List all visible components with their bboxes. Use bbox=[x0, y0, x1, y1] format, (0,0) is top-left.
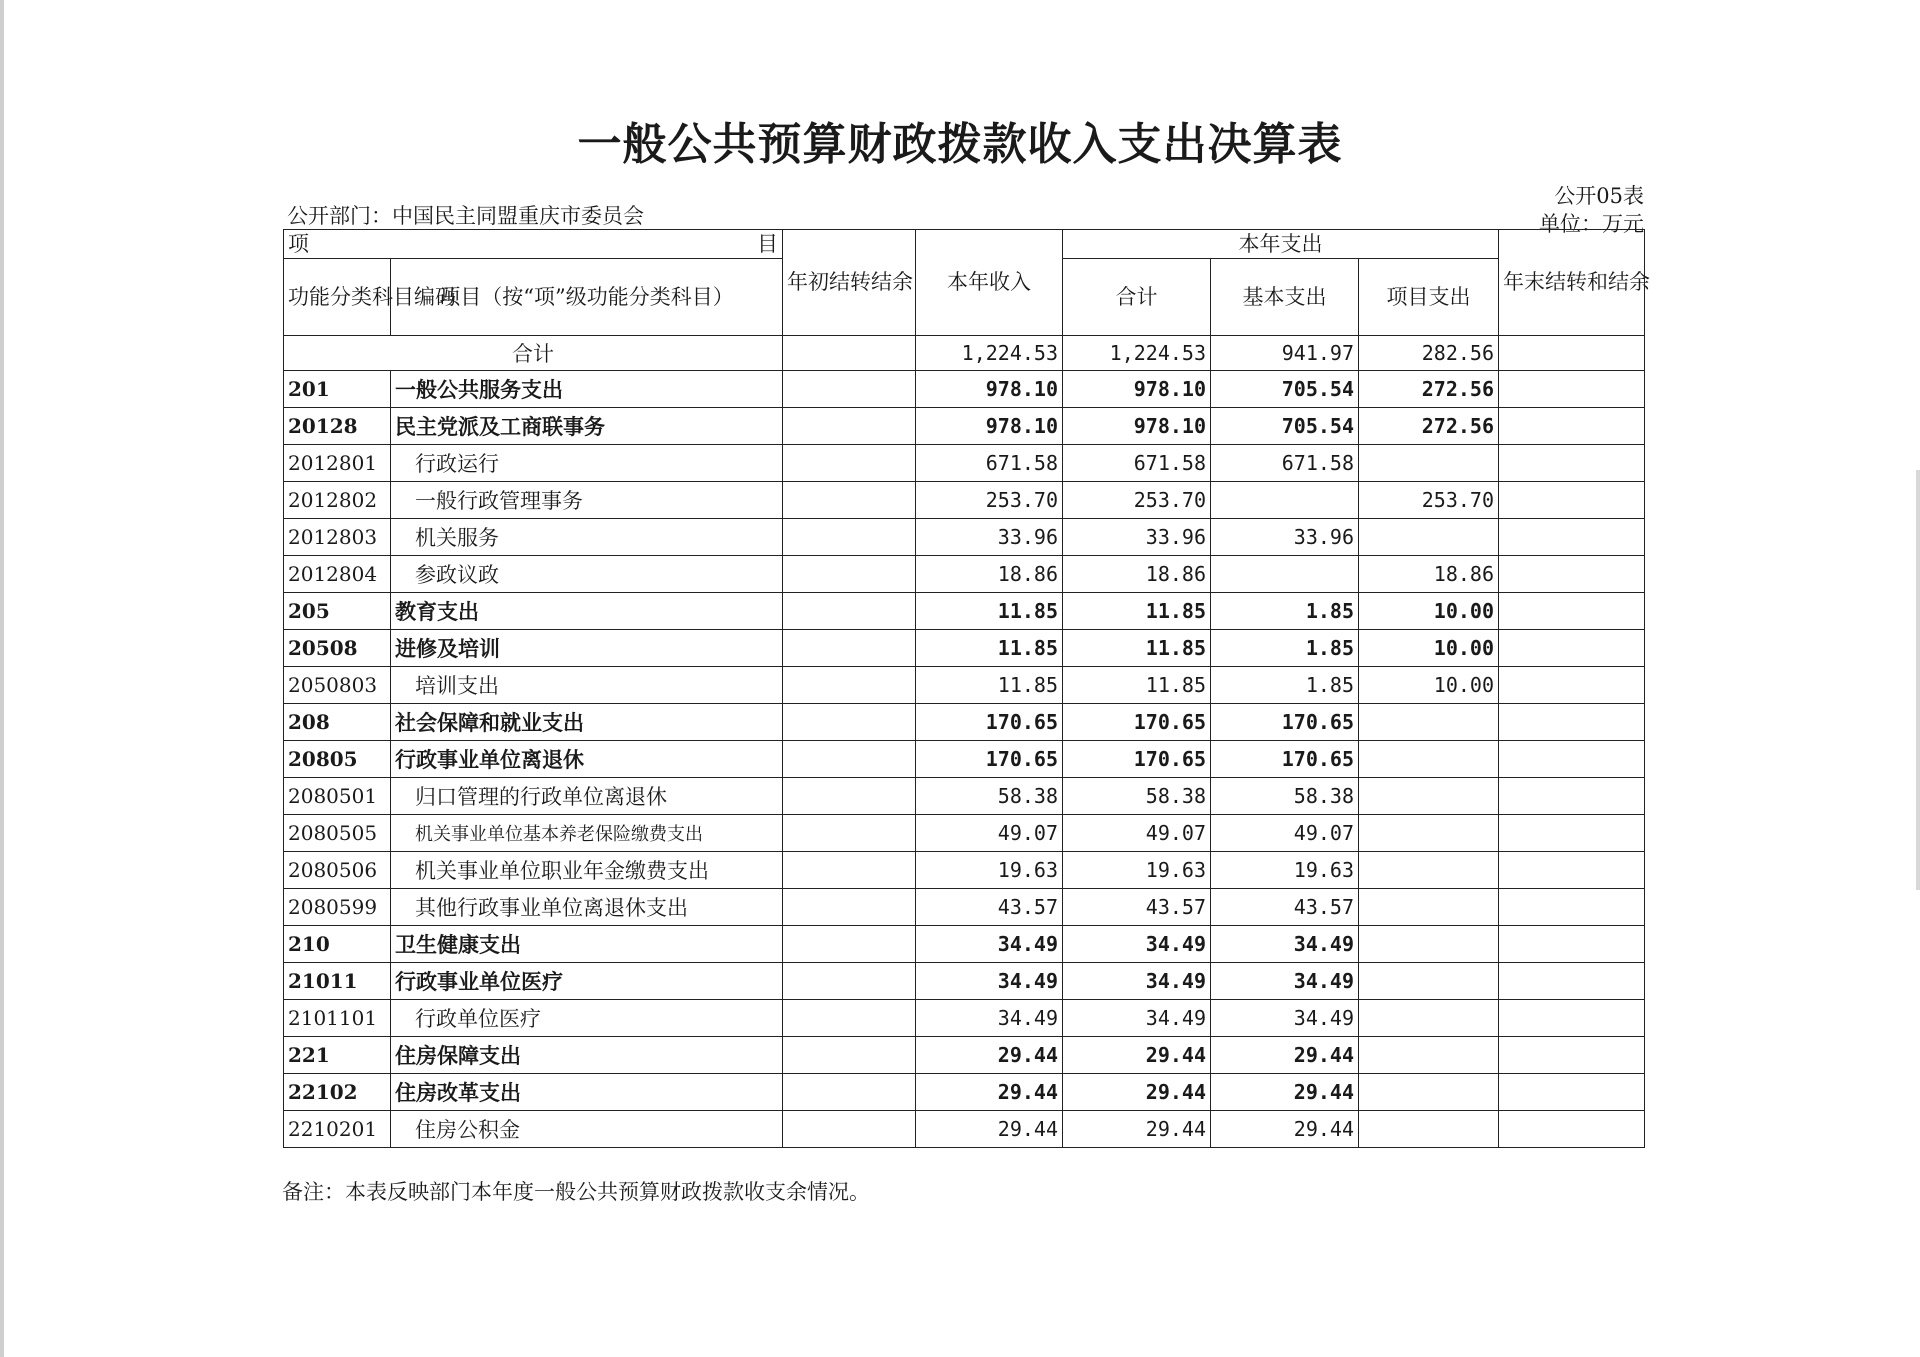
row-code: 21011 bbox=[284, 963, 391, 1000]
row-expense-total: 170.65 bbox=[1063, 741, 1211, 778]
row-expense-project: 10.00 bbox=[1359, 630, 1499, 667]
table-row bbox=[284, 778, 1645, 815]
row-income: 170.65 bbox=[916, 704, 1063, 741]
row-name: 行政运行 bbox=[391, 445, 783, 482]
row-name: 行政事业单位医疗 bbox=[391, 963, 783, 1000]
row-income: 58.38 bbox=[916, 778, 1063, 815]
row-expense-total: 11.85 bbox=[1063, 630, 1211, 667]
row-code: 20508 bbox=[284, 630, 391, 667]
header-name: 项目（按“项”级功能分类科目） bbox=[391, 259, 783, 336]
table-row bbox=[284, 593, 1645, 630]
row-name: 住房改革支出 bbox=[391, 1074, 783, 1111]
row-name: 培训支出 bbox=[391, 667, 783, 704]
row-name: 参政议政 bbox=[391, 556, 783, 593]
row-name: 归口管理的行政单位离退休 bbox=[391, 778, 783, 815]
row-begin-balance bbox=[783, 889, 916, 926]
row-end-balance bbox=[1499, 371, 1645, 408]
header-income: 本年收入 bbox=[916, 230, 1063, 336]
header-expense-total: 合计 bbox=[1063, 259, 1211, 336]
table-row bbox=[284, 889, 1645, 926]
row-income: 978.10 bbox=[916, 371, 1063, 408]
scan-edge bbox=[0, 0, 4, 1357]
row-end-balance bbox=[1499, 482, 1645, 519]
row-expense-total: 253.70 bbox=[1063, 482, 1211, 519]
row-expense-total: 43.57 bbox=[1063, 889, 1211, 926]
row-expense-basic: 1.85 bbox=[1211, 667, 1359, 704]
row-expense-project bbox=[1359, 778, 1499, 815]
row-end-balance bbox=[1499, 556, 1645, 593]
row-expense-basic bbox=[1211, 556, 1359, 593]
row-name: 其他行政事业单位离退休支出 bbox=[391, 889, 783, 926]
row-expense-total: 29.44 bbox=[1063, 1037, 1211, 1074]
row-begin-balance bbox=[783, 593, 916, 630]
row-begin-balance bbox=[783, 778, 916, 815]
row-expense-basic: 19.63 bbox=[1211, 852, 1359, 889]
row-begin-balance bbox=[783, 667, 916, 704]
row-income: 33.96 bbox=[916, 519, 1063, 556]
row-name: 卫生健康支出 bbox=[391, 926, 783, 963]
row-expense-project bbox=[1359, 445, 1499, 482]
row-begin-balance bbox=[783, 445, 916, 482]
row-expense-basic: 33.96 bbox=[1211, 519, 1359, 556]
row-expense-basic: 49.07 bbox=[1211, 815, 1359, 852]
row-expense-basic: 34.49 bbox=[1211, 963, 1359, 1000]
row-expense-total: 34.49 bbox=[1063, 1000, 1211, 1037]
row-income: 18.86 bbox=[916, 556, 1063, 593]
row-income: 11.85 bbox=[916, 630, 1063, 667]
row-expense-basic: 170.65 bbox=[1211, 741, 1359, 778]
table-row bbox=[284, 704, 1645, 741]
row-code: 2080505 bbox=[284, 815, 391, 852]
row-expense-basic: 34.49 bbox=[1211, 926, 1359, 963]
header-end-balance: 年末结转和结余 bbox=[1499, 230, 1645, 336]
scan-edge bbox=[1916, 470, 1920, 890]
row-expense-basic: 1.85 bbox=[1211, 593, 1359, 630]
row-begin-balance bbox=[783, 630, 916, 667]
total-project: 282.56 bbox=[1359, 336, 1499, 371]
row-income: 29.44 bbox=[916, 1074, 1063, 1111]
row-expense-project: 272.56 bbox=[1359, 408, 1499, 445]
row-name: 机关事业单位职业年金缴费支出 bbox=[391, 852, 783, 889]
row-code: 2080599 bbox=[284, 889, 391, 926]
row-expense-project bbox=[1359, 704, 1499, 741]
table-row bbox=[284, 519, 1645, 556]
row-expense-basic: 705.54 bbox=[1211, 408, 1359, 445]
row-expense-project bbox=[1359, 1037, 1499, 1074]
row-name: 一般行政管理事务 bbox=[391, 482, 783, 519]
row-end-balance bbox=[1499, 408, 1645, 445]
row-income: 11.85 bbox=[916, 667, 1063, 704]
header-item-cell bbox=[284, 230, 783, 259]
row-name: 机关服务 bbox=[391, 519, 783, 556]
row-expense-project bbox=[1359, 815, 1499, 852]
total-end bbox=[1499, 336, 1645, 371]
row-income: 253.70 bbox=[916, 482, 1063, 519]
row-code: 205 bbox=[284, 593, 391, 630]
row-begin-balance bbox=[783, 519, 916, 556]
row-expense-project: 272.56 bbox=[1359, 371, 1499, 408]
row-end-balance bbox=[1499, 704, 1645, 741]
row-begin-balance bbox=[783, 556, 916, 593]
row-expense-total: 34.49 bbox=[1063, 926, 1211, 963]
row-code: 210 bbox=[284, 926, 391, 963]
row-expense-project bbox=[1359, 1000, 1499, 1037]
table-row bbox=[284, 630, 1645, 667]
row-income: 19.63 bbox=[916, 852, 1063, 889]
row-end-balance bbox=[1499, 963, 1645, 1000]
footnote: 备注：本表反映部门本年度一般公共预算财政拨款收支余情况。 bbox=[282, 1180, 870, 1204]
row-code: 20805 bbox=[284, 741, 391, 778]
row-begin-balance bbox=[783, 704, 916, 741]
row-code: 2210201 bbox=[284, 1111, 391, 1148]
row-expense-project: 10.00 bbox=[1359, 667, 1499, 704]
row-end-balance bbox=[1499, 1037, 1645, 1074]
table-row bbox=[284, 556, 1645, 593]
row-expense-total: 671.58 bbox=[1063, 445, 1211, 482]
row-code: 22102 bbox=[284, 1074, 391, 1111]
row-income: 43.57 bbox=[916, 889, 1063, 926]
header-xiang: 项 bbox=[288, 231, 309, 256]
row-code: 201 bbox=[284, 371, 391, 408]
row-expense-total: 18.86 bbox=[1063, 556, 1211, 593]
row-name: 行政事业单位离退休 bbox=[391, 741, 783, 778]
row-income: 170.65 bbox=[916, 741, 1063, 778]
row-income: 34.49 bbox=[916, 963, 1063, 1000]
row-code: 2101101 bbox=[284, 1000, 391, 1037]
row-begin-balance bbox=[783, 408, 916, 445]
total-label: 合计 bbox=[284, 336, 783, 371]
row-begin-balance bbox=[783, 371, 916, 408]
row-income: 29.44 bbox=[916, 1111, 1063, 1148]
row-name: 行政单位医疗 bbox=[391, 1000, 783, 1037]
header-mu: 目 bbox=[757, 231, 778, 256]
row-expense-total: 34.49 bbox=[1063, 963, 1211, 1000]
row-end-balance bbox=[1499, 1000, 1645, 1037]
row-end-balance bbox=[1499, 445, 1645, 482]
row-name: 教育支出 bbox=[391, 593, 783, 630]
row-begin-balance bbox=[783, 1037, 916, 1074]
total-row bbox=[284, 336, 1645, 371]
row-expense-project: 253.70 bbox=[1359, 482, 1499, 519]
row-expense-basic: 29.44 bbox=[1211, 1074, 1359, 1111]
total-expense: 1,224.53 bbox=[1063, 336, 1211, 371]
row-expense-basic bbox=[1211, 482, 1359, 519]
table-row bbox=[284, 815, 1645, 852]
table-row bbox=[284, 1111, 1645, 1148]
row-name: 机关事业单位基本养老保险缴费支出 bbox=[391, 815, 783, 852]
row-end-balance bbox=[1499, 741, 1645, 778]
row-expense-basic: 34.49 bbox=[1211, 1000, 1359, 1037]
row-expense-total: 49.07 bbox=[1063, 815, 1211, 852]
row-income: 978.10 bbox=[916, 408, 1063, 445]
row-begin-balance bbox=[783, 482, 916, 519]
row-code: 2012802 bbox=[284, 482, 391, 519]
row-end-balance bbox=[1499, 1074, 1645, 1111]
row-expense-basic: 43.57 bbox=[1211, 889, 1359, 926]
row-expense-total: 978.10 bbox=[1063, 408, 1211, 445]
table-row bbox=[284, 408, 1645, 445]
row-expense-project bbox=[1359, 1074, 1499, 1111]
row-begin-balance bbox=[783, 1074, 916, 1111]
row-code: 2080501 bbox=[284, 778, 391, 815]
row-begin-balance bbox=[783, 963, 916, 1000]
row-expense-basic: 170.65 bbox=[1211, 704, 1359, 741]
row-expense-basic: 58.38 bbox=[1211, 778, 1359, 815]
header-code: 功能分类科目编码 bbox=[284, 259, 391, 336]
row-expense-project bbox=[1359, 1111, 1499, 1148]
budget-table bbox=[283, 229, 1650, 1148]
row-begin-balance bbox=[783, 741, 916, 778]
row-expense-total: 978.10 bbox=[1063, 371, 1211, 408]
row-income: 34.49 bbox=[916, 1000, 1063, 1037]
row-income: 11.85 bbox=[916, 593, 1063, 630]
table-row bbox=[284, 1000, 1645, 1037]
row-begin-balance bbox=[783, 926, 916, 963]
row-expense-total: 29.44 bbox=[1063, 1074, 1211, 1111]
row-name: 进修及培训 bbox=[391, 630, 783, 667]
row-code: 2012803 bbox=[284, 519, 391, 556]
page-title: 一般公共预算财政拨款收入支出决算表 bbox=[577, 119, 1343, 170]
row-begin-balance bbox=[783, 852, 916, 889]
total-basic: 941.97 bbox=[1211, 336, 1359, 371]
row-end-balance bbox=[1499, 889, 1645, 926]
row-end-balance bbox=[1499, 778, 1645, 815]
row-expense-project bbox=[1359, 519, 1499, 556]
row-income: 49.07 bbox=[916, 815, 1063, 852]
header-begin-balance: 年初结转结余 bbox=[783, 230, 916, 336]
header-row bbox=[284, 230, 1645, 259]
table-row bbox=[284, 926, 1645, 963]
row-income: 29.44 bbox=[916, 1037, 1063, 1074]
row-name: 住房公积金 bbox=[391, 1111, 783, 1148]
table-row bbox=[284, 852, 1645, 889]
row-expense-total: 19.63 bbox=[1063, 852, 1211, 889]
row-code: 2012804 bbox=[284, 556, 391, 593]
row-expense-total: 58.38 bbox=[1063, 778, 1211, 815]
row-expense-basic: 29.44 bbox=[1211, 1037, 1359, 1074]
row-expense-project bbox=[1359, 926, 1499, 963]
row-code: 2012801 bbox=[284, 445, 391, 482]
row-name: 住房保障支出 bbox=[391, 1037, 783, 1074]
table-row bbox=[284, 1037, 1645, 1074]
table-row bbox=[284, 371, 1645, 408]
row-code: 20128 bbox=[284, 408, 391, 445]
total-income: 1,224.53 bbox=[916, 336, 1063, 371]
row-end-balance bbox=[1499, 593, 1645, 630]
total-begin bbox=[783, 336, 916, 371]
row-begin-balance bbox=[783, 1000, 916, 1037]
row-income: 34.49 bbox=[916, 926, 1063, 963]
table-row bbox=[284, 667, 1645, 704]
row-expense-basic: 705.54 bbox=[1211, 371, 1359, 408]
row-income: 671.58 bbox=[916, 445, 1063, 482]
row-end-balance bbox=[1499, 926, 1645, 963]
row-expense-basic: 1.85 bbox=[1211, 630, 1359, 667]
table-row bbox=[284, 741, 1645, 778]
row-expense-project bbox=[1359, 889, 1499, 926]
row-name: 社会保障和就业支出 bbox=[391, 704, 783, 741]
header-expense-project: 项目支出 bbox=[1359, 259, 1499, 336]
row-name: 一般公共服务支出 bbox=[391, 371, 783, 408]
row-code: 2050803 bbox=[284, 667, 391, 704]
table-row bbox=[284, 963, 1645, 1000]
row-name: 民主党派及工商联事务 bbox=[391, 408, 783, 445]
form-number: 公开05表 bbox=[1554, 184, 1644, 208]
row-expense-project: 10.00 bbox=[1359, 593, 1499, 630]
unit-label: 单位：万元 bbox=[1539, 212, 1644, 236]
row-expense-total: 11.85 bbox=[1063, 593, 1211, 630]
row-expense-project bbox=[1359, 963, 1499, 1000]
row-begin-balance bbox=[783, 815, 916, 852]
row-expense-total: 29.44 bbox=[1063, 1111, 1211, 1148]
row-expense-total: 170.65 bbox=[1063, 704, 1211, 741]
table-row bbox=[284, 1074, 1645, 1111]
row-end-balance bbox=[1499, 519, 1645, 556]
row-code: 208 bbox=[284, 704, 391, 741]
row-expense-project: 18.86 bbox=[1359, 556, 1499, 593]
row-end-balance bbox=[1499, 1111, 1645, 1148]
row-expense-basic: 29.44 bbox=[1211, 1111, 1359, 1148]
row-expense-basic: 671.58 bbox=[1211, 445, 1359, 482]
row-begin-balance bbox=[783, 1111, 916, 1148]
header-expense-basic: 基本支出 bbox=[1211, 259, 1359, 336]
table-row bbox=[284, 482, 1645, 519]
department-label: 公开部门：中国民主同盟重庆市委员会 bbox=[287, 204, 644, 228]
row-code: 2080506 bbox=[284, 852, 391, 889]
row-code: 221 bbox=[284, 1037, 391, 1074]
header-expense-group: 本年支出 bbox=[1063, 230, 1499, 259]
row-end-balance bbox=[1499, 630, 1645, 667]
row-expense-total: 33.96 bbox=[1063, 519, 1211, 556]
row-expense-total: 11.85 bbox=[1063, 667, 1211, 704]
row-expense-project bbox=[1359, 852, 1499, 889]
row-expense-project bbox=[1359, 741, 1499, 778]
table-row bbox=[284, 445, 1645, 482]
row-end-balance bbox=[1499, 852, 1645, 889]
row-end-balance bbox=[1499, 667, 1645, 704]
row-end-balance bbox=[1499, 815, 1645, 852]
